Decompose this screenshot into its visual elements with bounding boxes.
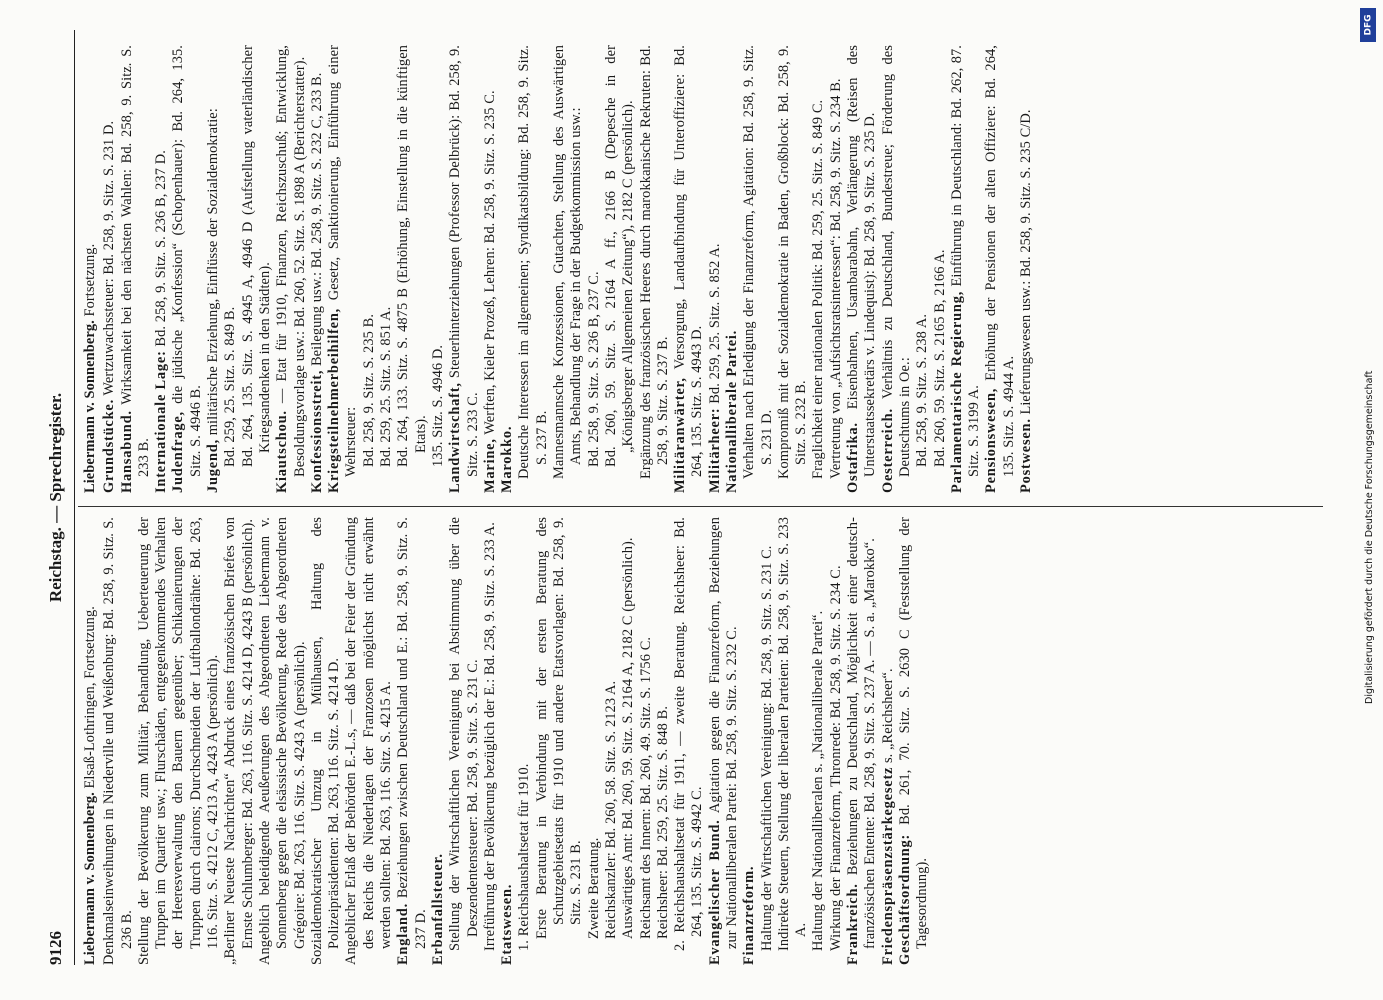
index-entry	[101, 517, 136, 965]
entry-text: Wertzuwachssteuer: Bd. 258, 9. Sitz. S. 231 D.	[101, 120, 118, 400]
entry-text: Angeblicher Erlaß der Behörden E.-L.s, — daß bei der Feier der Gründung des Reichs die Niederlagen der Franzosen möglichst nicht erwähnt werden sollten: Bd. 263, 116. Sitz. S. 4215 A.	[343, 517, 395, 965]
entry-text: Kompromiß mit der Sozialdemokratie in Baden, Großblock: Bd. 258, 9. Sitz. S. 232 B.	[775, 45, 810, 479]
entry-keyword: Landwirtschaft,	[447, 382, 464, 493]
index-entry	[136, 517, 222, 965]
index-entry	[828, 45, 845, 493]
index-entry	[672, 45, 707, 493]
entry-text: Bd. 260, 59. Sitz. S. 2164 A ff., 2166 B (Depesche in der „Königsberger Allgemeinen Zeitung“), 2182 C (persönlich).	[602, 45, 637, 467]
entry-text: Erste Beratung in Verbindung mit der ersten Beratung des Schutzgebietsetats für 1910 und andere Etatsvorlagen: Bd. 258, 9. Sitz. S. 231 B.	[533, 517, 585, 939]
index-entry	[603, 517, 620, 965]
entry-text: Deutsche Interessen im allgemeinen; Syndikatsbildung: Bd. 258, 9. Sitz. S. 237 B.	[516, 45, 550, 479]
entry-keyword: Jugend,	[205, 439, 222, 493]
index-entry	[845, 517, 880, 965]
index-entry	[724, 45, 741, 493]
running-head	[46, 30, 72, 965]
dfg-logo: DFG	[1360, 8, 1376, 42]
index-entry	[586, 45, 603, 493]
index-entry	[810, 45, 827, 493]
index-entry	[586, 517, 603, 965]
index-entry	[707, 517, 742, 965]
index-entry	[378, 45, 395, 493]
index-entry	[240, 45, 275, 493]
running-title: Reichstag. — Sprechregister.	[46, 392, 65, 603]
entry-text: Indirekte Steuern, Stellung der liberalen Parteien: Bd. 258, 9. Sitz. S. 233 A.	[775, 517, 810, 951]
index-entry	[776, 45, 811, 493]
entry-keyword: Militäranwärter,	[672, 377, 689, 493]
index-entry	[776, 517, 811, 965]
entry-text: Steuerhinterziehungen (Professor Delbrück): Bd. 258, 9. Sitz. S. 233 C.	[447, 45, 481, 477]
entry-text: Agitation gegen die Finanzreform, Beziehungen zur Nationalliberalen Partei: Bd. 258, 9. Sitz. S. 232 C.	[706, 517, 740, 949]
heading-name: Liebermann v. Sonnenberg.	[82, 320, 98, 493]
index-entry	[222, 45, 239, 493]
entry-text: Haltung der Nationalliberalen s. „Nationalliberale Partei“.	[810, 610, 827, 951]
entry-text: Haltung der Wirtschaftlichen Vereinigung: Bd. 258, 9. Sitz. S. 231 C.	[758, 545, 775, 951]
entry-keyword: Ostafrika.	[845, 422, 862, 493]
index-entry	[707, 45, 724, 493]
index-entry	[810, 517, 827, 965]
left-entries	[101, 517, 931, 965]
entry-keyword: Parlamentarische Regierung,	[948, 290, 965, 493]
index-entry	[395, 45, 430, 493]
index-entry	[309, 45, 326, 493]
entry-text: Werften, Kieler Prozeß, Lehren: Bd. 258, 9. Sitz. S. 235 C.	[481, 90, 498, 439]
heading-continuation: Elsaß-Lothringen, Fortsetzung.	[82, 606, 98, 789]
index-entry	[482, 517, 499, 965]
index-entry	[603, 45, 638, 493]
entry-text: Wirkung der Finanzreform, Thronrede: Bd. 258, 9. Sitz. S. 234 C.	[827, 565, 844, 951]
index-entry	[672, 517, 707, 965]
entry-text: Einführung in Deutschland: Bd. 262, 87. Sitz. S. 3199 A.	[948, 45, 983, 477]
index-entry	[205, 45, 222, 493]
index-entry	[153, 45, 170, 493]
entry-keyword: Oesterreich.	[879, 408, 896, 493]
index-entry	[949, 45, 984, 493]
index-entry	[655, 517, 672, 965]
index-entry	[983, 45, 1018, 493]
index-entry	[430, 517, 447, 965]
entry-text: Bd. 260, 59. Sitz. S. 2165 B, 2166 A.	[931, 249, 948, 467]
index-entry	[1018, 45, 1035, 493]
entry-text: Gesetz, Sanktionierung, Einführung einer Wehrsteuer:	[326, 45, 360, 477]
index-entry	[620, 517, 637, 965]
index-entry	[447, 517, 482, 965]
index-entry	[361, 45, 378, 493]
entry-text: Eisenbahnen, Usambarabahn, Verlängerung (Reisen des Unterstaatssekretärs v. Lindequist): Bd. 258, 9. Sitz. S. 235 D.	[845, 45, 879, 477]
index-entry	[828, 517, 845, 965]
index-entry	[257, 517, 309, 965]
header-rule	[74, 30, 75, 965]
index-entry	[430, 45, 447, 493]
entry-text: Reichskanzler: Bd. 260, 58. Sitz. S. 2123 A.	[602, 680, 619, 939]
entry-keyword: Kiautschou.	[274, 410, 291, 493]
entry-text: Beilegung usw.: Bd. 258, 9. Sitz. S. 232 C, 233 B.	[308, 72, 325, 370]
entry-text: 1. Reichshaushaltsetat für 1910.	[516, 763, 533, 951]
entry-text: — Etat für 1910, Finanzen, Reichszuschuß; Entwicklung, Besoldungsvorlage usw.: Bd. 260, 52. Sitz. S. 1898 A (Berichterstatter).	[274, 45, 308, 477]
index-entry	[119, 45, 154, 493]
entry-text: s. „Reichsheer“.	[879, 668, 896, 767]
entry-text: Beziehungen zwischen Deutschland und E.: Bd. 258, 9. Sitz. S. 237 D.	[395, 517, 429, 949]
entry-text: Irreführung der Bevölkerung bezüglich der E.: Bd. 258, 9. Sitz. S. 233 A.	[481, 522, 498, 951]
entry-keyword: Etatswesen.	[499, 883, 516, 965]
entry-text: Stellung der Wirtschaftlichen Vereinigung bei Abstimmung über die Deszendentensteuer: Bd. 258, 9. Sitz. S. 231 C.	[447, 517, 481, 951]
index-entry	[880, 517, 897, 965]
entry-keyword: Frankreich.	[845, 883, 862, 965]
entry-keyword: Marokko.	[499, 425, 516, 493]
entry-text: Sozialdemokratischer Umzug in Mülhausen, Haltung des Polizeipräsidenten: Bd. 263, 116. Sitz. S. 4214 D.	[308, 517, 343, 965]
entry-text: Mannesmannsche Konzessionen, Gutachten, Stellung des Auswärtigen Amts, Behandlung der Frage in der Budgetkommission usw.:	[551, 45, 585, 479]
entry-text: Reichsheer: Bd. 259, 25. Sitz. S. 848 B.	[654, 705, 671, 939]
entry-keyword: Internationale Lage:	[153, 350, 170, 493]
index-entry	[741, 517, 758, 965]
entry-text: Zweite Beratung.	[585, 837, 602, 939]
page-number: 9126	[46, 931, 65, 965]
entry-keyword: Geschäftsordnung:	[896, 833, 913, 965]
entry-keyword: Kriegsteilnehmerbeihilfen,	[326, 307, 343, 493]
entry-keyword: Pensionswesen,	[983, 387, 1000, 493]
index-entry	[309, 517, 344, 965]
rotated-page	[38, 30, 1328, 965]
entry-text: Angeblich beleidigende Aeußerungen des Abgeordneten Liebermann v. Sonnenberg gegen die elsässische Bevölkerung, Rede des Abgeordneten Grégoire: Bd. 263, 116. Sitz. S. 4243 A (persönlich).	[256, 517, 308, 965]
entry-text: Bd. 258, 9. Sitz. S. 235 B.	[360, 313, 377, 467]
index-entry	[274, 45, 309, 493]
entry-text: 2. Reichshaushaltsetat für 1911, — zweite Beratung. Reichsheer: Bd. 264, 135. Sitz. S. 4942 C.	[672, 517, 706, 951]
entry-keyword: Evangelischer Bund.	[706, 819, 723, 965]
left-column-heading	[82, 517, 99, 965]
entry-text: 135. Sitz. S. 4946 D.	[429, 344, 446, 467]
index-entry	[880, 45, 915, 493]
index-entry	[845, 45, 880, 493]
entry-text: Bd. 261, 70. Sitz. S. 2630 C (Feststellung der Tagesordnung).	[896, 517, 931, 949]
entry-keyword: Nationalliberale Partei.	[723, 329, 740, 493]
entry-text: Bd. 259, 25. Sitz. S. 852 A.	[706, 243, 723, 408]
index-entry	[499, 517, 516, 965]
index-entry	[516, 45, 551, 493]
digitization-note: Digitalisierung gefördert durch die Deutsche Forschungsgemeinschaft	[1364, 370, 1375, 704]
entry-keyword: England.	[395, 903, 412, 965]
entry-text: Reichsamt des Innern: Bd. 260, 49. Sitz. S. 1756 C.	[637, 636, 654, 939]
column-divider	[78, 506, 1323, 507]
entry-text: Erhöhung der Pensionen der alten Offiziere: Bd. 264, 135. Sitz. S. 4944 A.	[983, 45, 1017, 477]
entry-keyword: Postwesen.	[1018, 418, 1035, 493]
entry-text: Denkmalseinweihungen in Niederville und Weißenburg: Bd. 258, 9. Sitz. S. 236 B.	[101, 517, 135, 965]
entry-keyword: Judenfrage,	[170, 411, 187, 493]
entry-text: „Berliner Neueste Nachrichten“ Abdruck eines französischen Briefes von Ernste Schlumberger: Bd. 263, 116. Sitz. S. 4214 D, 4243 B (persönlich).	[222, 517, 256, 965]
index-entry	[499, 45, 516, 493]
entry-text: Auswärtiges Amt: Bd. 260, 59. Sitz. S. 2164 A, 2182 C (persönlich).	[620, 537, 637, 939]
index-entry	[638, 45, 673, 493]
entry-text: Ergänzung des französischen Heeres durch marokkanische Rekruten: Bd. 258, 9. Sitz. S. 237 B.	[637, 45, 671, 479]
index-entry	[759, 517, 776, 965]
index-entry	[170, 45, 205, 493]
entry-text: Wirksamkeit bei den nächsten Wahlen: Bd. 258, 9. Sitz. S. 233 B.	[118, 45, 152, 477]
entry-text: die jüdische „Konfession“ (Schopenhauer): Bd. 264, 135. Sitz. S. 4946 B.	[170, 45, 204, 477]
entry-text: Verhalten nach Erledigung der Finanzreform, Agitation: Bd. 258, 9. Sitz. S. 231 D.	[741, 45, 775, 479]
heading-continuation: Fortsetzung.	[82, 243, 98, 317]
entry-keyword: Finanzreform.	[741, 865, 758, 965]
entry-text: Bd. 259, 25. Sitz. S. 849 B.	[222, 306, 239, 467]
entry-text: Versorgung, Landaufbindung für Unteroffiziere: Bd. 264, 135. Sitz. S. 4943 D.	[672, 45, 706, 477]
entry-keyword: Hansabund.	[118, 410, 135, 493]
entry-text: Lieferungswesen usw.: Bd. 258, 9. Sitz. S. 235 C/D.	[1018, 109, 1035, 419]
entry-text: Fraglichkeit einer nationalen Politik: Bd. 259, 25. Sitz. S. 849 C.	[810, 99, 827, 479]
index-entry	[741, 45, 776, 493]
entry-text: Bd. 258, 9. Sitz. S. 238 A.	[914, 313, 931, 467]
left-column	[82, 517, 932, 965]
entry-text: Bd. 259, 25. Sitz. S. 851 A.	[378, 306, 395, 467]
entry-text: Bd. 264, 135. Sitz. S. 4945 A, 4946 D (Aufstellung vaterländischer Kriegsandenken in den Städten).	[239, 45, 273, 467]
index-entry	[482, 45, 499, 493]
index-entry	[914, 45, 931, 493]
entry-keyword: Friedenspräsenzstärkegesetz	[879, 766, 896, 965]
right-column-heading	[82, 45, 99, 493]
index-entry	[101, 45, 118, 493]
entry-text: Verhältnis zu Deutschland, Bundestreue; Förderung des Deutschtums in Oe.:	[879, 45, 913, 477]
entry-text: militärische Erziehung, Einflüsse der Sozialdemokratie:	[205, 108, 222, 439]
entry-text: Stellung der Bevölkerung zum Militär, Behandlung, Ueberteuerung der Truppen im Quartier usw.; Flurschäden, entgegenkommendes Verhalten der Heeresverwaltung den Bauern gegenüber; Schikanierungen der Truppen durch clairons; Durchschneiden der Luftballondrähte: Bd. 263, 116. Sitz. S. 4212 C, 4213 A, 4243 A (persönlich).	[135, 517, 222, 965]
entry-text: Bd. 258, 9. Sitz. S. 236 B, 237 D.	[153, 150, 170, 351]
right-column	[82, 45, 1035, 493]
index-entry	[516, 517, 533, 965]
index-entry	[395, 517, 430, 965]
entry-keyword: Grundstücke.	[101, 399, 118, 493]
index-entry	[534, 517, 586, 965]
index-entry	[932, 45, 949, 493]
index-entry	[222, 517, 257, 965]
entry-keyword: Militärheer:	[706, 407, 723, 493]
entry-text: Vertretung von „Aufsichtsratsinteressen“: Bd. 258, 9. Sitz. S. 234 B.	[827, 78, 844, 479]
right-entries	[101, 45, 1035, 493]
entry-text: Bd. 258, 9. Sitz. S. 236 B, 237 C.	[585, 271, 602, 467]
index-entry	[551, 45, 586, 493]
entry-text: Bd. 264, 133. Sitz. S. 4875 B (Erhöhung, Einstellung in die künftigen Etats).	[395, 45, 429, 467]
index-entry	[638, 517, 655, 965]
heading-name: Liebermann v. Sonnenberg.	[82, 792, 98, 965]
index-entry	[326, 45, 361, 493]
index-entry	[897, 517, 932, 965]
entry-keyword: Marine,	[481, 438, 498, 493]
entry-keyword: Erbanfallsteuer.	[429, 853, 446, 965]
index-entry	[343, 517, 395, 965]
entry-keyword: Konfessionsstreit,	[308, 369, 325, 493]
index-entry	[447, 45, 482, 493]
entry-text: Beziehungen zu Deutschland, Möglichkeit einer deutsch-französischen Entente: Bd. 258, 9. Sitz. S. 237 A. — S. a. „Marokko“.	[845, 517, 879, 949]
